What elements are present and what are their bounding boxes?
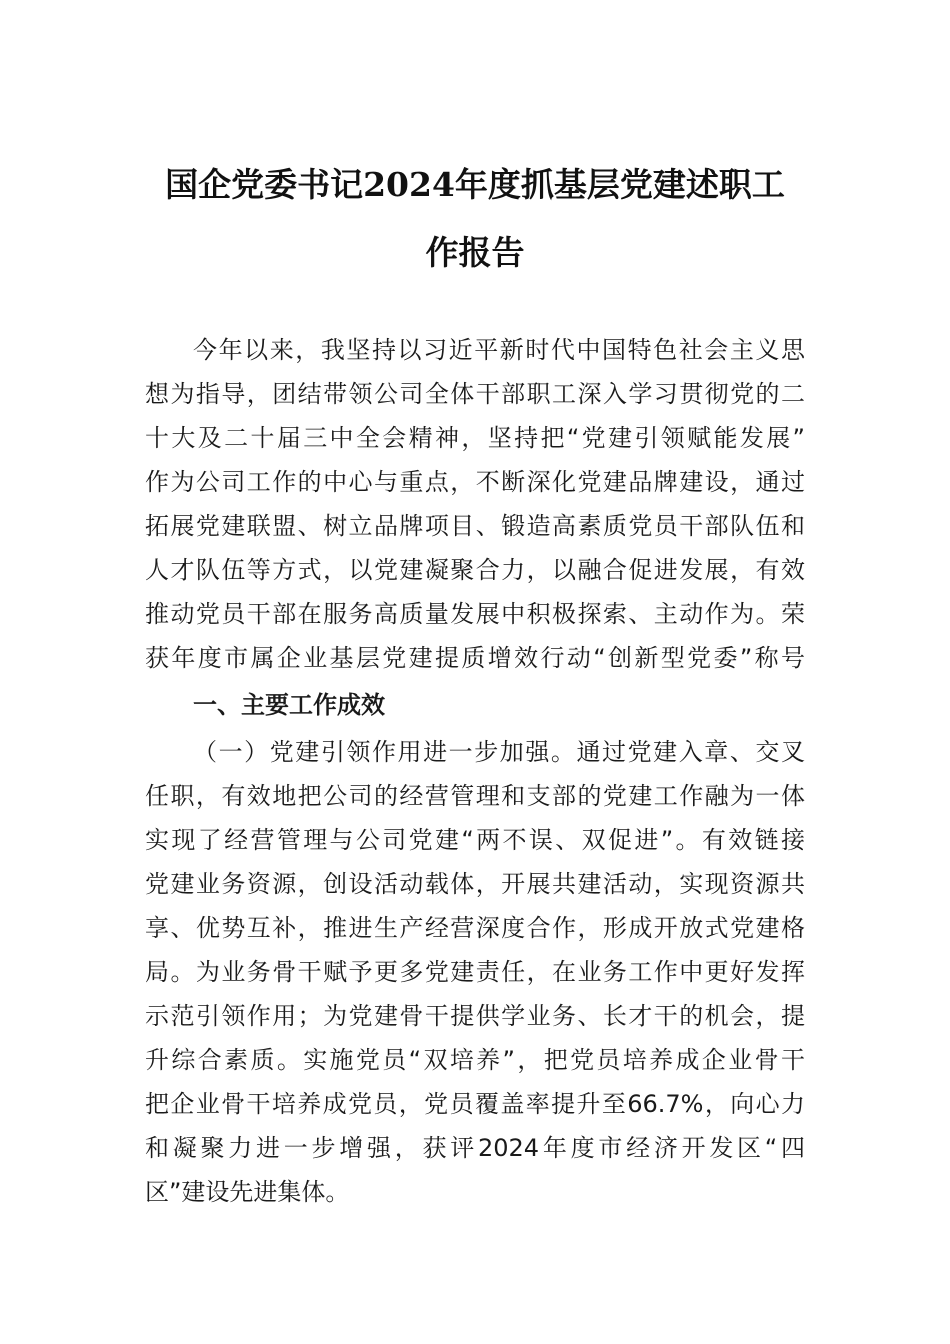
document-title-line-2: 作报告 <box>425 233 525 272</box>
subsection-1-line-1: （一）党建引领作用进一步加强。通过党建入章、交叉 <box>193 738 805 766</box>
subsection-1-line-11: 区”建设先进集体。 <box>145 1178 350 1206</box>
subsection-1-line-9: 把企业骨干培养成党员，党员覆盖率提升至66.7%，向心力 <box>145 1090 805 1118</box>
document-title-line-1: 国企党委书记2024年度抓基层党建述职工 <box>165 165 785 204</box>
subsection-1-line-6: 局。为业务骨干赋予更多党建责任，在业务工作中更好发挥 <box>145 958 805 986</box>
intro-line-1: 今年以来，我坚持以习近平新时代中国特色社会主义思 <box>193 336 805 364</box>
subsection-1-line-3: 实现了经营管理与公司党建“两不误、双促进”。有效链接 <box>145 826 805 854</box>
subsection-1-line-2: 任职，有效地把公司的经营管理和支部的党建工作融为一体 <box>145 782 805 810</box>
intro-line-2: 想为指导，团结带领公司全体干部职工深入学习贯彻党的二 <box>145 380 805 408</box>
intro-line-6: 人才队伍等方式，以党建凝聚合力，以融合促进发展，有效 <box>145 556 805 584</box>
intro-line-8: 获年度市属企业基层党建提质增效行动“创新型党委”称号 <box>145 644 805 672</box>
intro-line-7: 推动党员干部在服务高质量发展中积极探索、主动作为。荣 <box>145 600 805 628</box>
subsection-1-line-4: 党建业务资源，创设活动载体，开展共建活动，实现资源共 <box>145 870 805 898</box>
subsection-1-line-7: 示范引领作用；为党建骨干提供学业务、长才干的机会，提 <box>145 1002 805 1030</box>
intro-line-3: 十大及二十届三中全会精神，坚持把“党建引领赋能发展” <box>145 424 805 452</box>
section-1-heading: 一、主要工作成效 <box>193 691 385 719</box>
subsection-1-line-8: 升综合素质。实施党员“双培养”，把党员培养成企业骨干 <box>145 1046 805 1074</box>
intro-line-4: 作为公司工作的中心与重点，不断深化党建品牌建设，通过 <box>145 468 805 496</box>
subsection-1-line-10: 和凝聚力进一步增强，获评2024年度市经济开发区“四 <box>145 1134 805 1162</box>
subsection-1-line-5: 享、优势互补，推进生产经营深度合作，形成开放式党建格 <box>145 914 805 942</box>
intro-line-5: 拓展党建联盟、树立品牌项目、锻造高素质党员干部队伍和 <box>145 512 805 540</box>
